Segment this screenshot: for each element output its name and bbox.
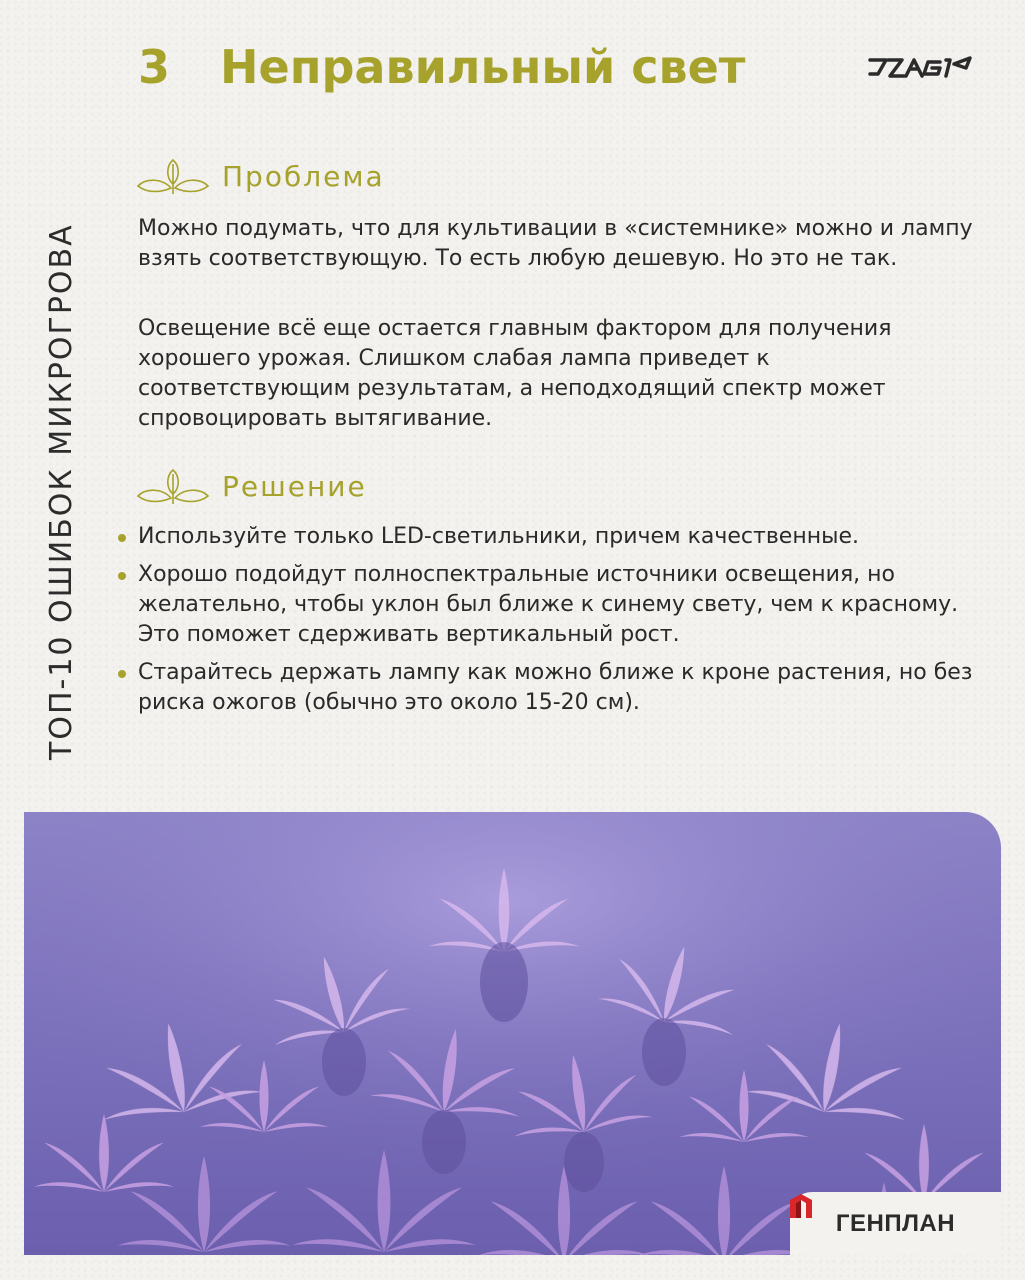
leaf-ornament-icon [136, 466, 210, 506]
cannabis-plants-illustration [24, 812, 1001, 1255]
page-title: Неправильный свет [220, 40, 746, 94]
leaf-ornament-icon [136, 156, 210, 196]
item-number: 3 [138, 40, 171, 94]
page-header [138, 40, 745, 94]
dzagi-logo [866, 54, 976, 82]
problem-paragraph-2: Освещение всё еще остается главным фактором для получения хорошего урожая. Слишком слабая лампа приведет к соответствующим результатам, а неподходящий спектр может спровоцировать вытягивание. [138, 316, 892, 431]
solution-label: Решение [222, 469, 367, 503]
side-title: ТОП-10 ОШИБОК МИКРОГРОВА [44, 223, 79, 760]
solution-bullet: Старайтесь держать лампу как можно ближе к кроне растения, но без риска ожогов (обычно это около 15-20 см). [138, 658, 988, 718]
problem-heading [136, 156, 385, 196]
genplan-logo-icon [790, 1192, 812, 1218]
problem-label: Проблема [222, 159, 385, 193]
solution-heading [136, 466, 367, 506]
problem-paragraph-1: Можно подумать, что для культивации в «системнике» можно и лампу взять соответствующую. То есть любую дешевую. Но это не так. [138, 216, 973, 271]
plants-photo [24, 812, 1001, 1255]
solution-bullet: Используйте только LED-светильники, причем качественные. [138, 522, 988, 552]
solution-list [138, 522, 988, 726]
footer-brand-text: ГЕНПЛАН [835, 1209, 956, 1237]
solution-bullet: Хорошо подойдут полноспектральные источники освещения, но желательно, чтобы уклон был ближе к синему свету, чем к красному. Это поможет сдерживать вертикальный рост. [138, 560, 988, 650]
footer-brand [790, 1192, 1001, 1255]
